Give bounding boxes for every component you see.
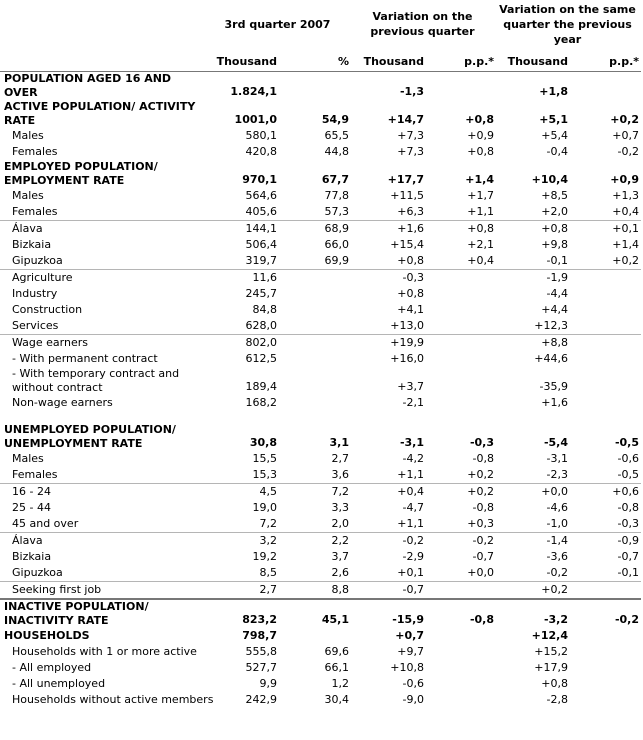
cell-value: [426, 676, 496, 692]
table-row: [0, 221, 641, 238]
cell-value: +15,4: [390, 238, 424, 251]
cell-value: +0,1: [397, 566, 424, 579]
cell-value: [426, 644, 496, 660]
cell-value: +0,4: [467, 254, 494, 267]
cell-value: +9,8: [541, 238, 568, 251]
row-label: 45 and over: [12, 517, 79, 530]
cell-value: [279, 318, 351, 335]
cell-value: [279, 335, 351, 352]
cell-value: 54,9: [321, 113, 349, 126]
row-label: - All unemployed: [12, 677, 106, 690]
cell-value: [570, 676, 641, 692]
cell-value: [426, 367, 496, 395]
table-row: [0, 467, 641, 484]
cell-value: [279, 351, 351, 367]
cell-value: +0,2: [610, 113, 639, 126]
cell-value: [279, 302, 351, 318]
cell-value: +1,4: [612, 238, 639, 251]
header-3rd-quarter: 3rd quarter 2007: [224, 17, 331, 31]
table-row: [0, 302, 641, 318]
row-label: HOUSEHOLDS: [4, 629, 90, 642]
cell-value: [426, 660, 496, 676]
cell-value: 802,0: [206, 335, 279, 352]
cell-value: -2,9: [402, 550, 424, 563]
cell-value: -0,5: [617, 468, 639, 481]
cell-value: 189,4: [245, 380, 277, 393]
cell-value: 2,7: [206, 582, 279, 600]
cell-value: [570, 582, 641, 600]
cell-value: -0,6: [617, 452, 639, 465]
cell-value: [426, 318, 496, 335]
cell-value: 555,8: [245, 645, 277, 658]
row-label: Services: [12, 319, 59, 332]
cell-value: -1,0: [546, 517, 568, 530]
cell-value: 970,1: [242, 173, 277, 186]
cell-value: 319,7: [245, 254, 277, 267]
cell-value: -5,4: [543, 436, 568, 449]
table-row: [0, 253, 641, 270]
cell-value: -4,2: [402, 452, 424, 465]
cell-value: 612,5: [245, 352, 277, 365]
cell-value: 30,4: [324, 693, 349, 706]
cell-value: +1,6: [541, 396, 568, 409]
row-label: Households without active members: [12, 693, 214, 706]
row-label: Gipuzkoa: [12, 566, 63, 579]
cell-value: +0,2: [496, 582, 570, 600]
row-label: 25 - 44: [12, 501, 51, 514]
cell-value: +0,0: [496, 484, 570, 501]
row-label: Bizkaia: [12, 238, 52, 251]
section-row: [0, 160, 641, 188]
row-label: Males: [12, 129, 44, 142]
table-row: [0, 644, 641, 660]
cell-value: -1,4: [496, 533, 570, 550]
cell-value: +44,6: [534, 352, 568, 365]
row-label: Construction: [12, 303, 83, 316]
cell-value: [570, 692, 641, 708]
cell-value: 823,2: [206, 599, 279, 628]
cell-value: [279, 367, 351, 395]
section-row: [0, 599, 641, 628]
row-label: Álava: [0, 221, 206, 238]
cell-value: 3,7: [331, 550, 349, 563]
cell-value: +0,3: [467, 517, 494, 530]
cell-value: +15,2: [534, 645, 568, 658]
cell-value: 67,7: [321, 173, 349, 186]
table-row: [0, 351, 641, 367]
cell-value: 2,6: [331, 566, 349, 579]
cell-value: 84,8: [252, 303, 277, 316]
row-label: INACTIVE POPULATION/ INACTIVITY RATE: [0, 599, 206, 628]
cell-value: +12,4: [531, 629, 568, 642]
table-body: [0, 72, 641, 709]
cell-value: +0,2: [612, 254, 639, 267]
cell-value: +19,9: [351, 335, 426, 352]
table-row: [0, 484, 641, 501]
row-label: - With temporary contract and without contract: [12, 367, 180, 394]
col-header: p.p.*: [464, 55, 494, 68]
cell-value: +7,3: [397, 145, 424, 158]
row-label: Bizkaia: [12, 550, 52, 563]
cell-value: [570, 628, 641, 644]
cell-value: +0,8: [465, 113, 494, 126]
col-header: %: [337, 55, 349, 68]
cell-value: -4,7: [402, 501, 424, 514]
row-label: Males: [12, 452, 44, 465]
cell-value: -2,8: [546, 693, 568, 706]
cell-value: 3,6: [331, 468, 349, 481]
cell-value: 242,9: [245, 693, 277, 706]
cell-value: -4,4: [546, 287, 568, 300]
cell-value: +0,8: [397, 254, 424, 267]
cell-value: 66,1: [324, 661, 349, 674]
cell-value: 1001,0: [234, 113, 277, 126]
cell-value: +11,5: [390, 189, 424, 202]
cell-value: +0,0: [467, 566, 494, 579]
cell-value: [426, 395, 496, 411]
cell-value: +1,4: [465, 173, 494, 186]
table-row: [0, 451, 641, 467]
header-variation-previous-quarter: Variation on the previous quarter: [370, 10, 475, 38]
cell-value: [570, 395, 641, 411]
table-row: [0, 144, 641, 160]
cell-value: +1,7: [467, 189, 494, 202]
cell-value: [570, 286, 641, 302]
cell-value: +0,8: [467, 145, 494, 158]
row-label: - All employed: [12, 661, 92, 674]
cell-value: -1,9: [496, 270, 570, 287]
cell-value: -0,7: [617, 550, 639, 563]
cell-value: 9,9: [259, 677, 277, 690]
cell-value: -0,4: [546, 145, 568, 158]
cell-value: 564,6: [245, 189, 277, 202]
row-label: Females: [12, 145, 58, 158]
row-label: Females: [12, 205, 58, 218]
col-header: Thousand: [216, 55, 277, 68]
col-header: p.p.*: [609, 55, 639, 68]
row-label: - With permanent contract: [12, 352, 158, 365]
cell-value: 144,1: [206, 221, 279, 238]
row-label: POPULATION AGED 16 AND OVER: [4, 72, 172, 99]
cell-value: +1,6: [351, 221, 426, 238]
cell-value: 168,2: [245, 396, 277, 409]
cell-value: [279, 286, 351, 302]
cell-value: -0,8: [617, 501, 639, 514]
cell-value: 3,3: [331, 501, 349, 514]
cell-value: +12,3: [534, 319, 568, 332]
row-label: EMPLOYED POPULATION/ EMPLOYMENT RATE: [4, 160, 158, 187]
cell-value: 628,0: [245, 319, 277, 332]
cell-value: [426, 351, 496, 367]
cell-value: 69,6: [324, 645, 349, 658]
cell-value: -0,2: [570, 599, 641, 628]
cell-value: +0,1: [570, 221, 641, 238]
cell-value: [426, 335, 496, 352]
cell-value: [279, 628, 351, 644]
cell-value: -0,8: [472, 501, 494, 514]
cell-value: 3,1: [329, 436, 349, 449]
cell-value: 420,8: [245, 145, 277, 158]
cell-value: 2,2: [279, 533, 351, 550]
table-row: [0, 367, 641, 395]
cell-value: 15,3: [252, 468, 277, 481]
cell-value: +3,7: [397, 380, 424, 393]
header-variation-previous-year: Variation on the same quarter the previous year: [499, 2, 636, 46]
cell-value: +0,8: [397, 287, 424, 300]
section-row: [0, 72, 641, 101]
row-label: Industry: [12, 287, 58, 300]
cell-value: +16,0: [390, 352, 424, 365]
cell-value: [426, 302, 496, 318]
cell-value: [570, 72, 641, 101]
row-label: Non-wage earners: [12, 396, 113, 409]
cell-value: -4,6: [546, 501, 568, 514]
cell-value: +10,4: [531, 173, 568, 186]
cell-value: 57,3: [324, 205, 349, 218]
cell-value: 798,7: [242, 629, 277, 642]
cell-value: [279, 72, 351, 101]
cell-value: [570, 335, 641, 352]
cell-value: 8,8: [279, 582, 351, 600]
table-row: [0, 270, 641, 287]
table-row: [0, 660, 641, 676]
table-row: [0, 692, 641, 708]
section-row: [0, 100, 641, 128]
cell-value: +0,9: [467, 129, 494, 142]
cell-value: -2,3: [546, 468, 568, 481]
cell-value: 245,7: [245, 287, 277, 300]
table-row: [0, 565, 641, 582]
cell-value: 580,1: [245, 129, 277, 142]
cell-value: -0,9: [570, 533, 641, 550]
table-row: [0, 676, 641, 692]
cell-value: -2,1: [402, 396, 424, 409]
cell-value: -3,1: [546, 452, 568, 465]
cell-value: [426, 582, 496, 600]
cell-value: 7,2: [279, 484, 351, 501]
cell-value: 11,6: [206, 270, 279, 287]
table-row: [0, 395, 641, 411]
cell-value: -0,2: [426, 533, 496, 550]
row-label: 16 - 24: [0, 484, 206, 501]
cell-value: +14,7: [387, 113, 424, 126]
cell-value: -0,2: [351, 533, 426, 550]
cell-value: 527,7: [245, 661, 277, 674]
cell-value: 7,2: [259, 517, 277, 530]
cell-value: +2,0: [541, 205, 568, 218]
cell-value: +1,1: [467, 205, 494, 218]
cell-value: 30,8: [249, 436, 277, 449]
cell-value: -35,9: [539, 380, 568, 393]
cell-value: 2,0: [331, 517, 349, 530]
table-row: [0, 204, 641, 221]
cell-value: +1,1: [397, 517, 424, 530]
table-row: [0, 500, 641, 516]
table-row: [0, 286, 641, 302]
cell-value: [570, 660, 641, 676]
cell-value: -3,1: [399, 436, 424, 449]
cell-value: +5,1: [539, 113, 568, 126]
cell-value: [279, 270, 351, 287]
cell-value: 1,2: [331, 677, 349, 690]
cell-value: [426, 270, 496, 287]
cell-value: +2,1: [467, 238, 494, 251]
row-label: Agriculture: [0, 270, 206, 287]
cell-value: 19,0: [252, 501, 277, 514]
cell-value: 8,5: [259, 566, 277, 579]
cell-value: 69,9: [324, 254, 349, 267]
cell-value: +1,8: [539, 85, 568, 98]
cell-value: +0,8: [496, 221, 570, 238]
cell-value: -3,6: [546, 550, 568, 563]
cell-value: -0,3: [617, 517, 639, 530]
cell-value: +0,2: [426, 484, 496, 501]
cell-value: -0,1: [617, 566, 639, 579]
cell-value: 77,8: [324, 189, 349, 202]
section-row: [0, 423, 641, 451]
cell-value: +0,2: [467, 468, 494, 481]
cell-value: -1,3: [399, 85, 424, 98]
cell-value: +6,3: [397, 205, 424, 218]
cell-value: +17,9: [534, 661, 568, 674]
row-label: Gipuzkoa: [12, 254, 63, 267]
cell-value: -0,7: [472, 550, 494, 563]
cell-value: [426, 692, 496, 708]
cell-value: -0,7: [351, 582, 426, 600]
cell-value: +0,7: [395, 629, 424, 642]
table-row: [0, 628, 641, 644]
table-row: [0, 549, 641, 565]
cell-value: 44,8: [324, 145, 349, 158]
cell-value: 3,2: [206, 533, 279, 550]
cell-value: [426, 72, 496, 101]
table-row: [0, 318, 641, 335]
row-label: UNEMPLOYED POPULATION/ UNEMPLOYMENT RATE: [4, 423, 176, 450]
cell-value: +5,4: [541, 129, 568, 142]
cell-value: [570, 351, 641, 367]
cell-value: -0,3: [469, 436, 494, 449]
table-row: [0, 516, 641, 533]
cell-value: +9,7: [397, 645, 424, 658]
cell-value: 19,2: [252, 550, 277, 563]
table-row: [0, 335, 641, 352]
cell-value: 4,5: [206, 484, 279, 501]
cell-value: +4,4: [541, 303, 568, 316]
cell-value: [570, 318, 641, 335]
row-label: Álava: [0, 533, 206, 550]
cell-value: +1,3: [612, 189, 639, 202]
table-row: [0, 533, 641, 550]
cell-value: -0,3: [351, 270, 426, 287]
cell-value: +0,7: [612, 129, 639, 142]
cell-value: 68,9: [279, 221, 351, 238]
cell-value: [426, 628, 496, 644]
table-row: [0, 128, 641, 144]
cell-value: -0,2: [617, 145, 639, 158]
cell-value: [570, 302, 641, 318]
spacer-row: [0, 411, 641, 423]
row-label: Households with 1 or more active: [12, 645, 197, 658]
table-row: [0, 188, 641, 204]
cell-value: +4,1: [397, 303, 424, 316]
table-row: [0, 582, 641, 600]
cell-value: 2,7: [331, 452, 349, 465]
cell-value: +10,8: [390, 661, 424, 674]
cell-value: +0,8: [426, 221, 496, 238]
cell-value: [279, 395, 351, 411]
cell-value: [426, 286, 496, 302]
cell-value: +13,0: [390, 319, 424, 332]
row-label: Females: [12, 468, 58, 481]
cell-value: -0,8: [472, 452, 494, 465]
cell-value: -0,1: [546, 254, 568, 267]
cell-value: +8,5: [541, 189, 568, 202]
cell-value: +0,8: [541, 677, 568, 690]
cell-value: +17,7: [387, 173, 424, 186]
cell-value: -0,5: [614, 436, 639, 449]
cell-value: 506,4: [245, 238, 277, 251]
cell-value: -9,0: [402, 693, 424, 706]
cell-value: 1.824,1: [230, 85, 277, 98]
cell-value: 405,6: [245, 205, 277, 218]
row-label: ACTIVE POPULATION/ ACTIVITY RATE: [4, 100, 196, 127]
table-row: [0, 237, 641, 253]
cell-value: +0,6: [570, 484, 641, 501]
cell-value: +1,1: [397, 468, 424, 481]
cell-value: -3,2: [496, 599, 570, 628]
row-label: Seeking first job: [0, 582, 206, 600]
cell-value: -0,6: [402, 677, 424, 690]
cell-value: -15,9: [351, 599, 426, 628]
col-header: Thousand: [507, 55, 568, 68]
cell-value: [570, 270, 641, 287]
cell-value: [570, 644, 641, 660]
cell-value: -0,8: [426, 599, 496, 628]
cell-value: 45,1: [279, 599, 351, 628]
cell-value: 65,5: [324, 129, 349, 142]
cell-value: -0,2: [546, 566, 568, 579]
cell-value: +7,3: [397, 129, 424, 142]
cell-value: [570, 367, 641, 395]
cell-value: +0,9: [610, 173, 639, 186]
cell-value: 15,5: [252, 452, 277, 465]
cell-value: +0,4: [351, 484, 426, 501]
cell-value: 66,0: [324, 238, 349, 251]
cell-value: +0,4: [612, 205, 639, 218]
col-header: Thousand: [363, 55, 424, 68]
row-label: Males: [12, 189, 44, 202]
row-label: Wage earners: [0, 335, 206, 352]
cell-value: +8,8: [496, 335, 570, 352]
